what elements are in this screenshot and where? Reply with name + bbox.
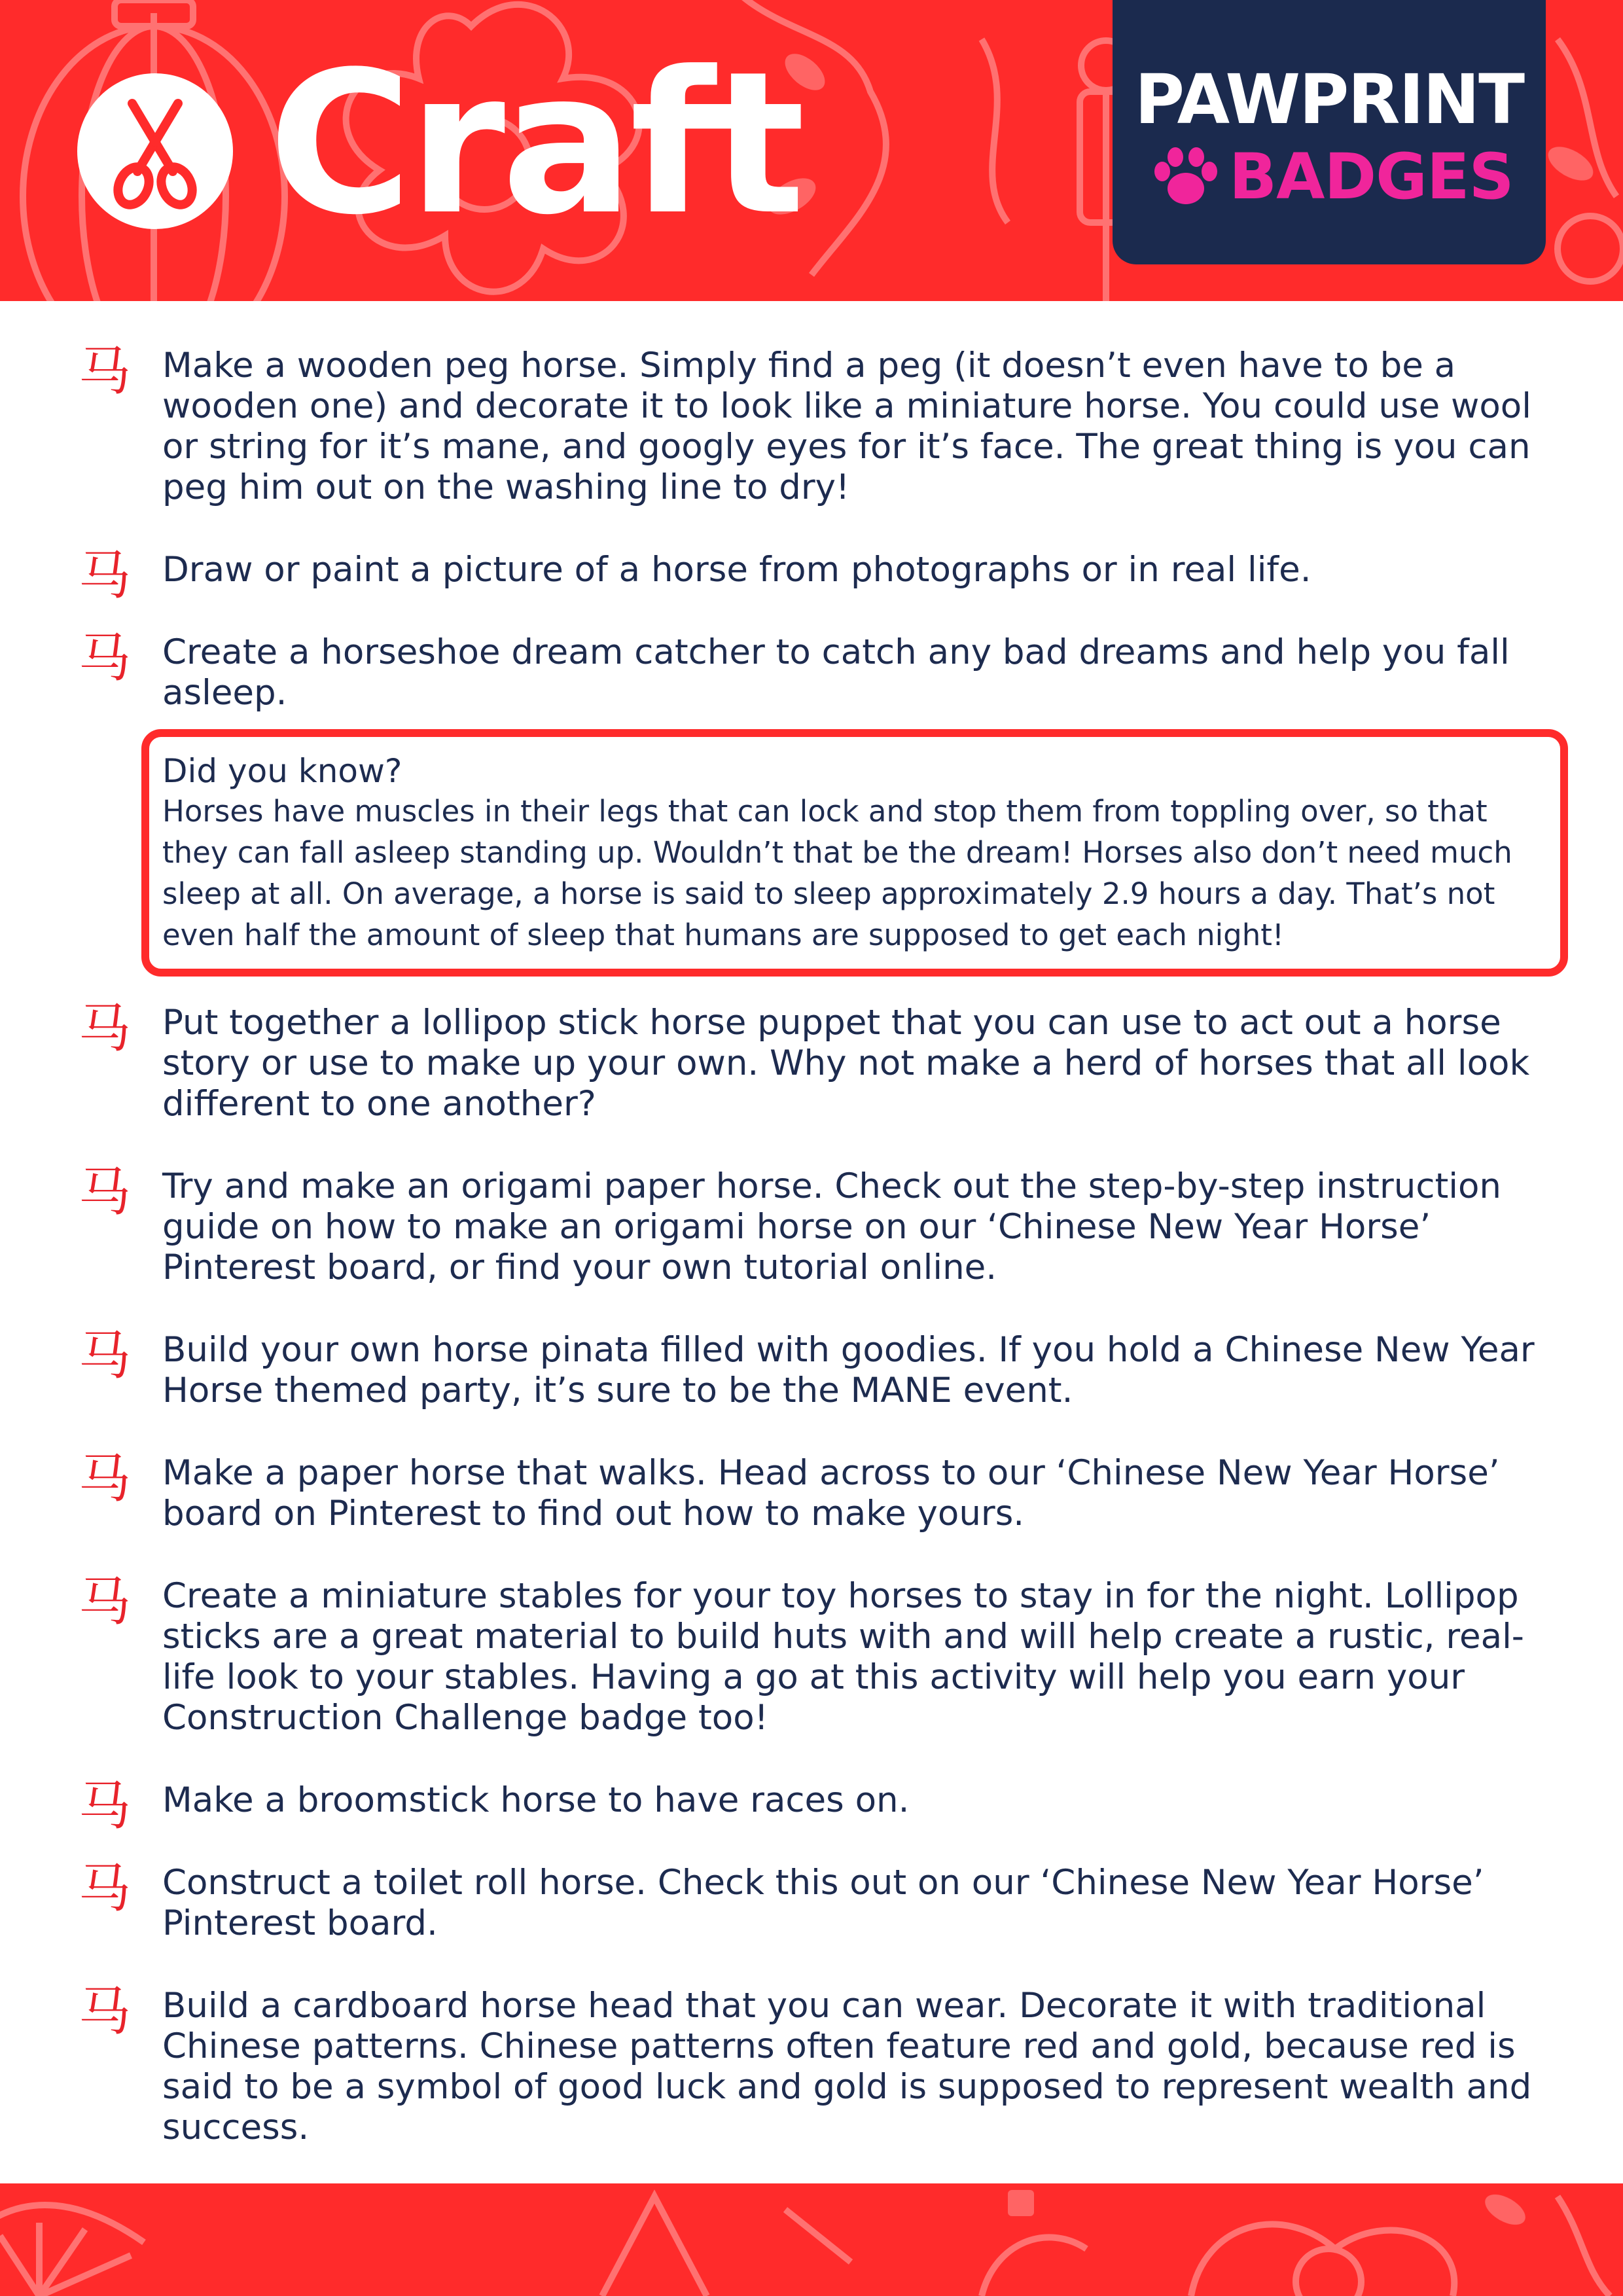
page-title: Craft <box>268 29 802 258</box>
craft-badge-circle <box>77 73 233 229</box>
activity-text: Make a paper horse that walks. Head across to our ‘Chinese New Year Horse’ board on Pinterest to find out how to make yours. <box>162 1453 1500 1534</box>
list-item <box>79 1981 1544 2148</box>
list-item <box>79 998 1544 1124</box>
list-item <box>79 1162 1544 1288</box>
horse-character-bullet: 马 <box>79 1776 131 1837</box>
horse-character-bullet: 马 <box>79 1858 131 1919</box>
list-item <box>79 1448 1544 1534</box>
footer-banner <box>0 2183 1623 2296</box>
horse-character-bullet: 马 <box>79 1162 131 1223</box>
list-item <box>79 1571 1544 1738</box>
horse-character-bullet: 马 <box>79 1571 131 1632</box>
fact-body: Horses have muscles in their legs that can lock and stop them from toppling over, so that they can fall asleep standing up. Wouldn’t that be the dream! Horses also don’t need much sleep at all. On average, a horse is said to sleep approximately 2.9 hours a day. That’s not even half the amount of sleep that humans are supposed to get each night! <box>162 794 1512 952</box>
list-item <box>79 1858 1544 1944</box>
list-item <box>79 628 1544 713</box>
activity-text: Make a broomstick horse to have races on. <box>162 1780 910 1820</box>
list-item <box>79 341 1544 508</box>
activity-text: Construct a toilet roll horse. Check this out on our ‘Chinese New Year Horse’ Pinterest board. <box>162 1863 1484 1943</box>
horse-character-bullet: 马 <box>79 1448 131 1509</box>
scissors-icon <box>77 73 233 229</box>
activity-text: Make a wooden peg horse. Simply find a peg (it doesn’t even have to be a wooden one) and decorate it to look like a miniature horse. You could use wool or string for it’s mane, and googly eyes for it’s face. The great thing is you can peg him out on the washing line to dry! <box>162 346 1531 507</box>
header-banner <box>0 0 1623 301</box>
pawprint-badges-logo <box>1113 0 1546 264</box>
activity-text: Draw or paint a picture of a horse from photographs or in real life. <box>162 550 1311 590</box>
horse-character-bullet: 马 <box>79 1981 131 2042</box>
horse-character-bullet: 马 <box>79 998 131 1059</box>
activity-list <box>79 341 1544 2148</box>
brand-name-bottom <box>1152 140 1518 215</box>
horse-character-bullet: 马 <box>79 341 131 402</box>
activity-text: Put together a lollipop stick horse puppet that you can use to act out a horse story or use to make up your own. Why not make a herd of horses that all look different to one another? <box>162 1003 1530 1124</box>
horse-character-bullet: 马 <box>79 1325 131 1386</box>
activity-text: Create a miniature stables for your toy horses to stay in for the night. Lollipop sticks are a great material to build huts with and will help create a rustic, real-life look to your stables. Having a go at this activity will help you earn your Construction Challenge badge too! <box>162 1576 1524 1738</box>
activity-text: Build a cardboard horse head that you can wear. Decorate it with traditional Chinese patterns. Chinese patterns often feature red and gold, because red is said to be a symbol of good luck and gold is supposed to represent wealth and success. <box>162 1986 1532 2147</box>
activity-text: Create a horseshoe dream catcher to catch any bad dreams and help you fall asleep. <box>162 632 1510 713</box>
activity-text: Build your own horse pinata filled with goodies. If you hold a Chinese New Year Horse themed party, it’s sure to be the MANE event. <box>162 1330 1535 1410</box>
fan-flower-pattern <box>0 2183 1623 2296</box>
list-item <box>79 545 1544 606</box>
list-item <box>79 1776 1544 1837</box>
brand-badges-text: BADGES <box>1229 140 1514 213</box>
activity-text: Try and make an origami paper horse. Check out the step-by-step instruction guide on how to make an origami horse on our ‘Chinese New Year Horse’ Pinterest board, or find your own tutorial online. <box>162 1166 1501 1287</box>
horse-character-bullet: 马 <box>79 545 131 606</box>
did-you-know-box <box>141 729 1568 977</box>
paw-icon <box>1152 147 1220 209</box>
brand-name-top: PAWPRINT <box>1134 60 1524 139</box>
fact-heading: Did you know? <box>162 752 402 790</box>
horse-character-bullet: 马 <box>79 628 131 689</box>
list-item <box>79 1325 1544 1411</box>
